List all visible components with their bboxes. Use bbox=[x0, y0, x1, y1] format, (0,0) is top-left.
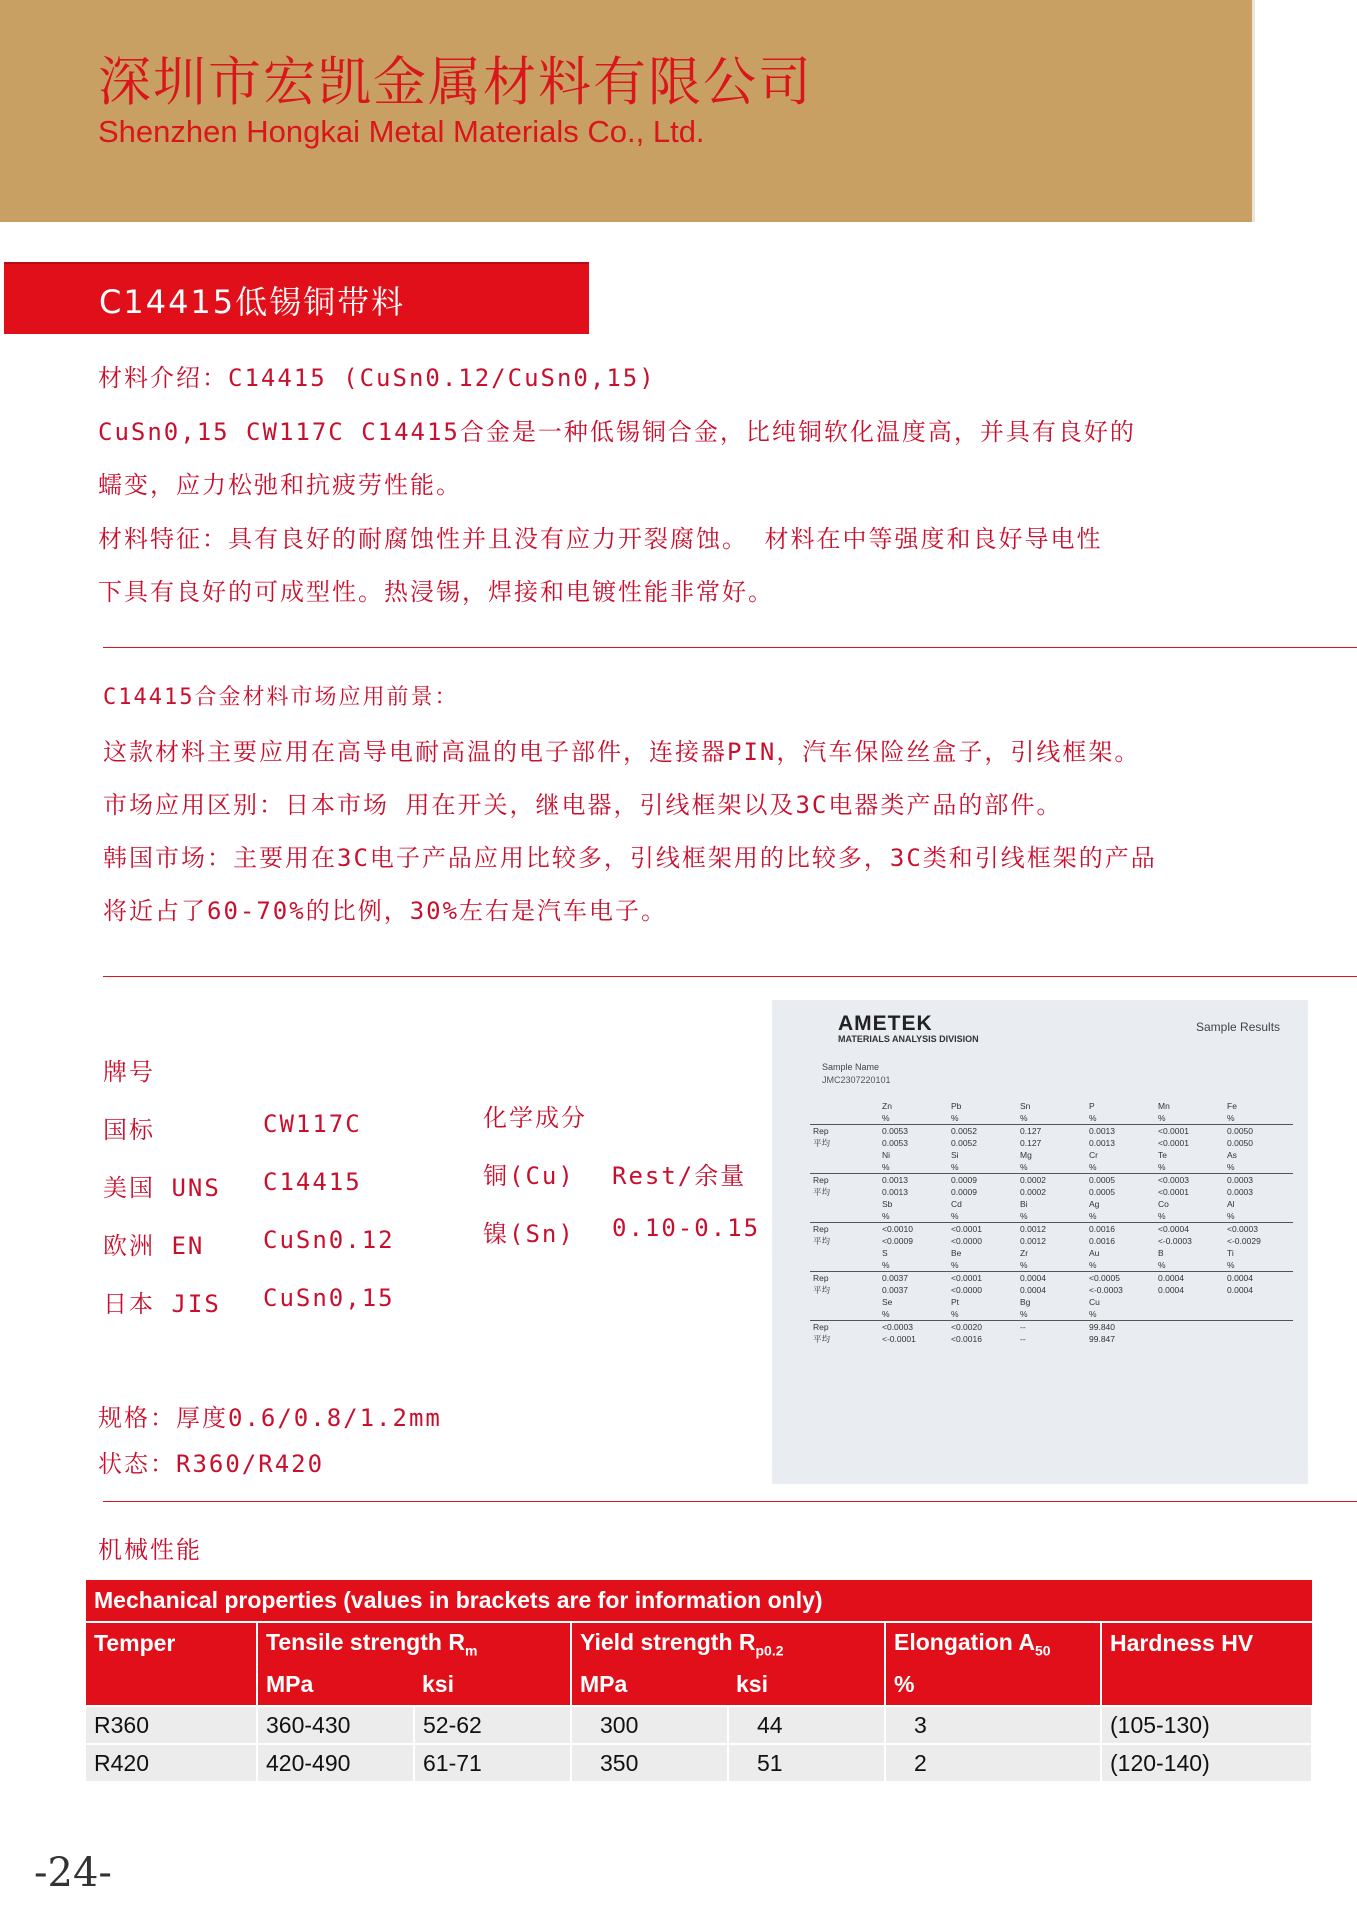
sample-cell bbox=[1224, 1296, 1293, 1308]
company-name-en: Shenzhen Hongkai Metal Materials Co., Ltd. bbox=[98, 114, 705, 149]
header-temper: Temper bbox=[86, 1622, 257, 1664]
sample-cell: <0.0000 bbox=[951, 1236, 982, 1246]
chem-label-sn: 镍(Sn) bbox=[483, 1220, 575, 1248]
grade-label-en: 欧洲 EN bbox=[103, 1232, 205, 1260]
sample-cell: 0.0053 bbox=[882, 1138, 908, 1148]
sample-cell: % bbox=[1155, 1259, 1224, 1272]
sample-cell: % bbox=[879, 1112, 948, 1125]
sample-cell: Pt bbox=[951, 1297, 960, 1307]
sample-rep-row bbox=[810, 1321, 1293, 1334]
sample-cell: 0.0004 bbox=[1020, 1273, 1046, 1283]
sample-cell: 0.0012 bbox=[1020, 1236, 1046, 1246]
sample-cell: 0.0037 bbox=[882, 1273, 908, 1283]
sample-cell bbox=[1155, 1333, 1224, 1345]
sample-cell: Bi bbox=[1020, 1199, 1028, 1209]
sample-cell: Pb bbox=[951, 1101, 962, 1111]
grade-value-uns: C14415 bbox=[263, 1168, 362, 1196]
sample-cell: % bbox=[879, 1210, 948, 1223]
header-temper-unit bbox=[86, 1664, 257, 1706]
sample-cell: Zn bbox=[882, 1101, 892, 1111]
grade-value-jis: CuSn0,15 bbox=[263, 1284, 395, 1312]
sample-cell: 0.0012 bbox=[1020, 1224, 1046, 1234]
unit-hardness bbox=[1101, 1664, 1312, 1706]
page-number: -24- bbox=[34, 1850, 112, 1896]
sample-cell: 0.127 bbox=[1020, 1138, 1042, 1148]
market-line-2: 市场应用区别：日本市场 用在开关，继电器，引线框架以及3C电器类产品的部件。 bbox=[103, 791, 1063, 819]
grade-label-gb: 国标 bbox=[103, 1116, 155, 1144]
sample-avg-row bbox=[810, 1186, 1293, 1198]
sample-unit-row bbox=[810, 1161, 1293, 1174]
sample-rep-row bbox=[810, 1272, 1293, 1285]
sample-cell: 平均 bbox=[813, 1334, 831, 1344]
sample-report-photo bbox=[772, 1000, 1308, 1484]
intro-line-1: 材料介绍：C14415 (CuSn0.12/CuSn0,15) bbox=[98, 364, 656, 392]
sample-cell: 0.0016 bbox=[1089, 1224, 1115, 1234]
sample-cell: Mn bbox=[1158, 1101, 1170, 1111]
cell-temper: R360 bbox=[86, 1706, 257, 1744]
grade-value-en: CuSn0.12 bbox=[263, 1226, 395, 1254]
sample-cell: <0.0010 bbox=[882, 1224, 913, 1234]
sample-cell: 0.0004 bbox=[1158, 1273, 1184, 1283]
sample-cell: 0.0052 bbox=[951, 1126, 977, 1136]
sample-cell: 0.0009 bbox=[951, 1187, 977, 1197]
sample-cell: <0.0020 bbox=[951, 1322, 982, 1332]
sample-results-table bbox=[810, 1100, 1293, 1345]
sample-cell: 0.0002 bbox=[1020, 1187, 1046, 1197]
sample-cell: % bbox=[1155, 1161, 1224, 1174]
sample-cell: 0.0004 bbox=[1158, 1285, 1184, 1295]
sample-cell: Rep bbox=[813, 1175, 829, 1185]
sample-cell: % bbox=[1017, 1308, 1086, 1321]
header-elongation: Elongation $A_{50}$ bbox=[885, 1622, 1101, 1664]
sample-cell: <-0.0001 bbox=[882, 1334, 916, 1344]
sample-cell: <0.0016 bbox=[951, 1334, 982, 1344]
sample-cell: 0.0003 bbox=[1227, 1175, 1253, 1185]
cell-yield-ksi: 44 bbox=[728, 1706, 885, 1744]
product-title-banner bbox=[4, 262, 589, 334]
product-title: C14415低锡铜带料 bbox=[99, 283, 406, 321]
sample-cell: <0.0001 bbox=[951, 1273, 982, 1283]
sample-cell: 平均 bbox=[813, 1236, 831, 1246]
divider-1 bbox=[103, 647, 1357, 648]
sample-cell: 0.0013 bbox=[882, 1187, 908, 1197]
intro-line-3: 蠕变，应力松弛和抗疲劳性能。 bbox=[98, 471, 462, 499]
table-row bbox=[86, 1744, 1312, 1781]
sample-cell: 99.840 bbox=[1089, 1322, 1115, 1332]
sample-cell: % bbox=[1224, 1259, 1293, 1272]
cell-elongation: 3 bbox=[885, 1706, 1101, 1744]
cell-yield-mpa: 350 bbox=[571, 1744, 728, 1781]
sample-cell: % bbox=[948, 1112, 1017, 1125]
grade-value-gb: CW117C bbox=[263, 1110, 362, 1138]
sample-cell: <0.0003 bbox=[1227, 1224, 1258, 1234]
header-hardness: Hardness HV bbox=[1101, 1622, 1312, 1664]
sample-cell: 0.0004 bbox=[1227, 1285, 1253, 1295]
cell-tensile-ksi: 61-71 bbox=[414, 1744, 571, 1781]
sample-cell: Rep bbox=[813, 1273, 829, 1283]
sample-avg-row bbox=[810, 1333, 1293, 1345]
sample-cell: % bbox=[948, 1161, 1017, 1174]
sample-cell bbox=[810, 1198, 879, 1210]
sample-unit-row bbox=[810, 1210, 1293, 1223]
sample-cell: % bbox=[1086, 1259, 1155, 1272]
mechanical-title: 机械性能 bbox=[98, 1536, 202, 1564]
sample-cell: % bbox=[1017, 1259, 1086, 1272]
sample-cell: % bbox=[1155, 1112, 1224, 1125]
sample-cell bbox=[810, 1210, 879, 1223]
unit-mpa-yield: MPa bbox=[571, 1664, 728, 1706]
sample-cell bbox=[810, 1259, 879, 1272]
sample-cell bbox=[810, 1308, 879, 1321]
sample-cell: 0.0009 bbox=[951, 1175, 977, 1185]
sample-unit-row bbox=[810, 1112, 1293, 1125]
sample-cell: 0.0002 bbox=[1020, 1175, 1046, 1185]
sample-cell: Si bbox=[951, 1150, 959, 1160]
intro-line-2: CuSn0,15 CW117C C14415合金是一种低锡铜合金，比纯铜软化温度高，并具有良好的 bbox=[98, 418, 1136, 446]
sample-cell: Ti bbox=[1227, 1248, 1234, 1258]
sample-cell: <0.0001 bbox=[951, 1224, 982, 1234]
sample-cell: 0.0037 bbox=[882, 1285, 908, 1295]
sample-cell bbox=[810, 1149, 879, 1161]
header-banner bbox=[0, 0, 1255, 222]
sample-unit-row bbox=[810, 1308, 1293, 1321]
header-tensile: Tensile strength $R_m$ bbox=[257, 1622, 571, 1664]
sample-avg-row bbox=[810, 1235, 1293, 1247]
sample-rep-row bbox=[810, 1125, 1293, 1138]
cell-yield-ksi: 51 bbox=[728, 1744, 885, 1781]
cell-tensile-mpa: 360-430 bbox=[257, 1706, 414, 1744]
sample-cell: <0.0004 bbox=[1158, 1224, 1189, 1234]
sample-cell: 0.0013 bbox=[1089, 1126, 1115, 1136]
sample-cell: Sb bbox=[882, 1199, 893, 1209]
sample-cell: % bbox=[948, 1210, 1017, 1223]
sample-cell: 0.0052 bbox=[951, 1138, 977, 1148]
sample-element-row bbox=[810, 1100, 1293, 1112]
division-label: MATERIALS ANALYSIS DIVISION bbox=[838, 1034, 979, 1044]
cell-hardness: (105-130) bbox=[1101, 1706, 1312, 1744]
sample-rep-row bbox=[810, 1174, 1293, 1187]
market-title: C14415合金材料市场应用前景： bbox=[103, 685, 459, 710]
sample-cell: -- bbox=[1020, 1322, 1026, 1332]
sample-cell: % bbox=[1017, 1210, 1086, 1223]
intro-line-4: 材料特征：具有良好的耐腐蚀性并且没有应力开裂腐蚀。 材料在中等强度和良好导电性 bbox=[98, 525, 1103, 553]
sample-cell: 0.0003 bbox=[1227, 1187, 1253, 1197]
sample-cell: 0.0050 bbox=[1227, 1138, 1253, 1148]
sample-cell: 0.0005 bbox=[1089, 1175, 1115, 1185]
market-line-3: 韩国市场：主要用在3C电子产品应用比较多，引线框架用的比较多，3C类和引线框架的产品 bbox=[103, 844, 1157, 872]
sample-cell: Cu bbox=[1089, 1297, 1100, 1307]
ametek-logo: AMETEK bbox=[838, 1012, 933, 1035]
sample-element-row bbox=[810, 1247, 1293, 1259]
sample-cell bbox=[1224, 1308, 1293, 1321]
sample-cell: 0.0053 bbox=[882, 1126, 908, 1136]
sample-cell: <-0.0029 bbox=[1227, 1236, 1261, 1246]
mechanical-properties-table bbox=[86, 1580, 1313, 1781]
sample-cell: Ni bbox=[882, 1150, 891, 1160]
sample-cell: <-0.0003 bbox=[1158, 1236, 1192, 1246]
sample-cell: Cr bbox=[1089, 1150, 1098, 1160]
sample-cell: S bbox=[882, 1248, 888, 1258]
sample-cell: Se bbox=[882, 1297, 893, 1307]
sample-cell bbox=[810, 1161, 879, 1174]
sample-cell: % bbox=[1224, 1161, 1293, 1174]
chem-value-sn: 0.10-0.15 bbox=[612, 1214, 761, 1242]
sample-cell bbox=[810, 1112, 879, 1125]
header-yield: Yield strength $R_{p0.2}$ bbox=[571, 1622, 885, 1664]
sample-cell bbox=[1155, 1308, 1224, 1321]
chemistry-title: 化学成分 bbox=[483, 1104, 587, 1132]
sample-cell: Mg bbox=[1020, 1150, 1032, 1160]
sample-unit-row bbox=[810, 1259, 1293, 1272]
sample-cell: % bbox=[1086, 1161, 1155, 1174]
sample-cell: 0.0013 bbox=[1089, 1138, 1115, 1148]
sample-cell: 0.0004 bbox=[1227, 1273, 1253, 1283]
sample-cell: 平均 bbox=[813, 1285, 831, 1295]
sample-cell: <0.0003 bbox=[1158, 1175, 1189, 1185]
sample-cell: As bbox=[1227, 1150, 1237, 1160]
cell-tensile-ksi: 52-62 bbox=[414, 1706, 571, 1744]
spec-temper: 状态：R360/R420 bbox=[98, 1450, 325, 1478]
sample-cell: <0.0000 bbox=[951, 1285, 982, 1295]
sample-cell: 0.127 bbox=[1020, 1126, 1042, 1136]
sample-cell: Rep bbox=[813, 1224, 829, 1234]
grade-label-jis: 日本 JIS bbox=[103, 1290, 221, 1318]
sample-cell: 99.847 bbox=[1089, 1334, 1115, 1344]
sample-cell: B bbox=[1158, 1248, 1164, 1258]
sample-cell: % bbox=[879, 1161, 948, 1174]
sample-cell: <0.0009 bbox=[882, 1236, 913, 1246]
mech-table-title: Mechanical properties (values in brackets are for information only) bbox=[86, 1580, 1312, 1622]
cell-temper: R420 bbox=[86, 1744, 257, 1781]
sample-avg-row bbox=[810, 1137, 1293, 1149]
sample-cell: % bbox=[1017, 1161, 1086, 1174]
cell-elongation: 2 bbox=[885, 1744, 1101, 1781]
sample-cell: % bbox=[1086, 1112, 1155, 1125]
sample-rep-row bbox=[810, 1223, 1293, 1236]
sample-cell: 平均 bbox=[813, 1187, 831, 1197]
divider-3 bbox=[103, 1501, 1357, 1502]
grades-title: 牌号 bbox=[103, 1058, 155, 1086]
sample-name-label: Sample Name bbox=[822, 1062, 880, 1072]
sample-cell: Rep bbox=[813, 1126, 829, 1136]
sample-cell: % bbox=[1017, 1112, 1086, 1125]
cell-yield-mpa: 300 bbox=[571, 1706, 728, 1744]
sample-results-label: Sample Results bbox=[1196, 1020, 1281, 1034]
sample-cell: Co bbox=[1158, 1199, 1169, 1209]
sample-cell bbox=[1155, 1321, 1224, 1334]
sample-cell: % bbox=[1224, 1112, 1293, 1125]
sample-cell: 0.0016 bbox=[1089, 1236, 1115, 1246]
company-name-cn: 深圳市宏凯金属材料有限公司 bbox=[98, 52, 813, 113]
sample-element-row bbox=[810, 1149, 1293, 1161]
sample-cell: % bbox=[1086, 1210, 1155, 1223]
sample-cell: <0.0005 bbox=[1089, 1273, 1120, 1283]
sample-cell: <0.0001 bbox=[1158, 1187, 1189, 1197]
sample-cell: % bbox=[1224, 1210, 1293, 1223]
sample-cell: % bbox=[879, 1308, 948, 1321]
intro-line-5: 下具有良好的可成型性。热浸锡，焊接和电镀性能非常好。 bbox=[98, 578, 774, 606]
sample-cell bbox=[810, 1100, 879, 1112]
sample-cell: 0.0013 bbox=[882, 1175, 908, 1185]
sample-cell: Cd bbox=[951, 1199, 962, 1209]
sample-element-row bbox=[810, 1296, 1293, 1308]
sample-cell: % bbox=[1155, 1210, 1224, 1223]
sample-cell bbox=[810, 1296, 879, 1308]
sample-cell: % bbox=[879, 1259, 948, 1272]
table-row bbox=[86, 1706, 1312, 1744]
sample-cell: -- bbox=[1020, 1334, 1026, 1344]
chem-value-cu: Rest/余量 bbox=[612, 1162, 747, 1190]
sample-cell: Bg bbox=[1020, 1297, 1031, 1307]
spec-size: 规格：厚度0.6/0.8/1.2mm bbox=[98, 1404, 442, 1432]
sample-id: JMC2307220101 bbox=[822, 1075, 891, 1085]
sample-cell: Zr bbox=[1020, 1248, 1029, 1258]
sample-cell: Ag bbox=[1089, 1199, 1100, 1209]
sample-cell: <0.0001 bbox=[1158, 1138, 1189, 1148]
sample-cell: 0.0005 bbox=[1089, 1187, 1115, 1197]
sample-cell: Be bbox=[951, 1248, 962, 1258]
unit-pct: % bbox=[885, 1664, 1101, 1706]
cell-tensile-mpa: 420-490 bbox=[257, 1744, 414, 1781]
market-line-1: 这款材料主要应用在高导电耐高温的电子部件，连接器PIN，汽车保险丝盒子，引线框架。 bbox=[103, 738, 1141, 766]
unit-ksi-tensile: ksi bbox=[414, 1664, 571, 1706]
sample-cell: <-0.0003 bbox=[1089, 1285, 1123, 1295]
sample-cell: Al bbox=[1227, 1199, 1235, 1209]
market-line-4: 将近占了60-70%的比例，30%左右是汽车电子。 bbox=[103, 897, 668, 925]
sample-element-row bbox=[810, 1198, 1293, 1210]
sample-cell: % bbox=[948, 1308, 1017, 1321]
chem-label-cu: 铜(Cu) bbox=[483, 1162, 575, 1190]
sample-cell: Au bbox=[1089, 1248, 1100, 1258]
cell-hardness: (120-140) bbox=[1101, 1744, 1312, 1781]
divider-2 bbox=[103, 976, 1357, 977]
sample-cell bbox=[1224, 1321, 1293, 1334]
grade-label-uns: 美国 UNS bbox=[103, 1174, 221, 1202]
sample-cell: 平均 bbox=[813, 1138, 831, 1148]
sample-cell: Fe bbox=[1227, 1101, 1237, 1111]
sample-cell: <0.0001 bbox=[1158, 1126, 1189, 1136]
sample-cell: % bbox=[1086, 1308, 1155, 1321]
sample-cell: 0.0004 bbox=[1020, 1285, 1046, 1295]
sample-cell bbox=[1155, 1296, 1224, 1308]
sample-cell: Te bbox=[1158, 1150, 1167, 1160]
sample-cell: Rep bbox=[813, 1322, 829, 1332]
sample-avg-row bbox=[810, 1284, 1293, 1296]
sample-cell: <0.0003 bbox=[882, 1322, 913, 1332]
sample-cell: 0.0050 bbox=[1227, 1126, 1253, 1136]
sample-cell: % bbox=[948, 1259, 1017, 1272]
sample-cell: Sn bbox=[1020, 1101, 1031, 1111]
sample-cell bbox=[1224, 1333, 1293, 1345]
unit-ksi-yield: ksi bbox=[728, 1664, 885, 1706]
sample-cell: P bbox=[1089, 1101, 1095, 1111]
unit-mpa-tensile: MPa bbox=[257, 1664, 414, 1706]
sample-cell bbox=[810, 1247, 879, 1259]
